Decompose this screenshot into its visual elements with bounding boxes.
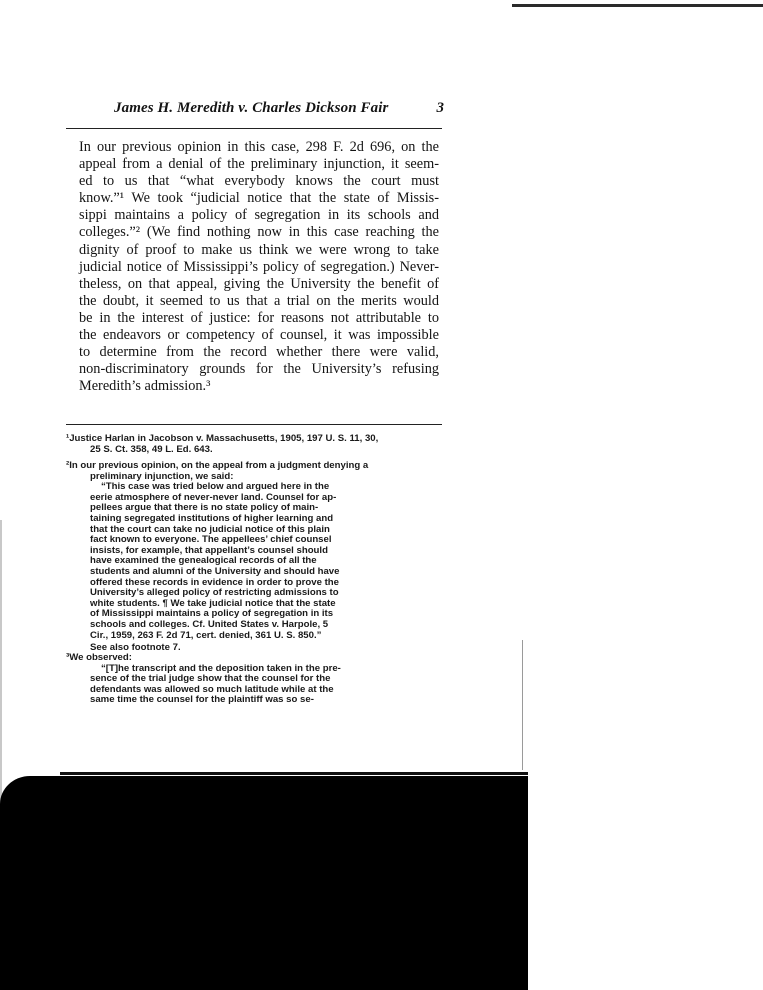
body-line: ed to us that “what everybody knows the court must — [79, 173, 439, 190]
body-line: to determine from the record whether there were valid, — [79, 344, 439, 361]
quote-line: Cir., 1959, 263 F. 2d 71, cert. denied, 361 U. S. 850.” — [90, 629, 322, 641]
quote-line: pellees argue that there is no state policy of main- — [90, 502, 319, 514]
scan-top-edge — [512, 0, 763, 12]
body-line: colleges.”² (We find nothing now in this case reaching the — [79, 224, 439, 241]
body-line: judicial notice of Mississippi’s policy of segregation.) Never- — [79, 258, 439, 275]
quote-line: that the court can take no judicial notice of this plain — [90, 523, 330, 535]
quote-line: have examined the genealogical records of all the — [90, 555, 317, 567]
quote-line: “This case was tried below and argued here in the — [101, 481, 330, 493]
footnote-line: 25 S. Ct. 358, 49 L. Ed. 643. — [90, 443, 213, 455]
quote-line: defendants was allowed so much latitude while at the — [90, 683, 334, 695]
body-line: In our previous opinion in this case, 298 F. 2d 696, on the — [79, 139, 439, 155]
header-rule — [66, 128, 442, 129]
page-header — [114, 100, 444, 124]
quote-line: insists, for example, that appellant’s counsel should — [90, 544, 328, 556]
footnote-line: preliminary injunction, we said: — [90, 470, 234, 482]
body-paragraph — [79, 139, 439, 395]
footnote-1 — [66, 434, 446, 455]
body-line: appeal from a denial of the preliminary injunction, it seem- — [79, 156, 439, 173]
page-number: 3 — [436, 100, 444, 116]
quote-line: fact known to everyone. The appellees’ chief counsel — [90, 534, 332, 546]
quote-line: taining segregated institutions of higher learning and — [90, 512, 334, 524]
footnote-line: ²In our previous opinion, on the appeal from a judgment denying a — [66, 460, 369, 471]
running-head: James H. Meredith v. Charles Dickson Fair — [114, 100, 389, 116]
footnote-line: ¹Justice Harlan in Jacobson v. Massachusetts, 1905, 197 U. S. 11, 30, — [66, 433, 379, 444]
scan-page-fold-edge — [522, 640, 523, 770]
scan-bottom-edge-line — [60, 772, 528, 775]
body-line: Meredith’s admission.³ — [79, 378, 211, 395]
quote-line: of Mississippi maintains a policy of segregation in its — [90, 608, 334, 620]
see-also-note: See also footnote 7. — [90, 642, 181, 654]
quote-line: schools and colleges. Cf. United States v. Harpole, 5 — [90, 618, 329, 630]
body-line: non-discriminatory grounds for the University’s refusing — [79, 361, 439, 378]
quote-line: sence of the trial judge show that the counsel for the — [90, 673, 331, 685]
quote-line: students and alumni of the University and should have — [90, 565, 340, 577]
body-line: dignity of proof to make us think we were wrong to take — [79, 241, 439, 258]
body-line: sippi maintains a policy of segregation in its schools and — [79, 207, 439, 224]
scan-dark-area — [0, 776, 528, 990]
body-line: be in the interest of justice: for reasons not attributable to — [79, 309, 439, 326]
footnote-line: ³We observed: — [66, 652, 132, 663]
body-line: theless, on that appeal, giving the University the benefit of — [79, 275, 439, 292]
body-line: the endeavors or competency of counsel, it was impossible — [79, 327, 439, 344]
body-line: the doubt, it seemed to us that a trial on the merits would — [79, 292, 439, 309]
quote-line: offered these records in evidence in order to prove the — [90, 576, 339, 588]
footnote-2 — [66, 461, 446, 654]
quote-line: same time the counsel for the plaintiff was so se- — [90, 694, 314, 706]
body-line: know.”¹ We took “judicial notice that the state of Missis- — [79, 190, 439, 207]
quote-line: “[T]he transcript and the deposition taken in the pre- — [101, 662, 341, 674]
quote-line: eerie atmosphere of never-never land. Counsel for ap- — [90, 491, 337, 503]
quote-line: white students. ¶ We take judicial notice that the state — [90, 597, 336, 609]
footnote-3 — [66, 653, 446, 706]
footnote-rule — [66, 424, 442, 425]
quote-line: University’s alleged policy of restricting admissions to — [90, 587, 339, 599]
